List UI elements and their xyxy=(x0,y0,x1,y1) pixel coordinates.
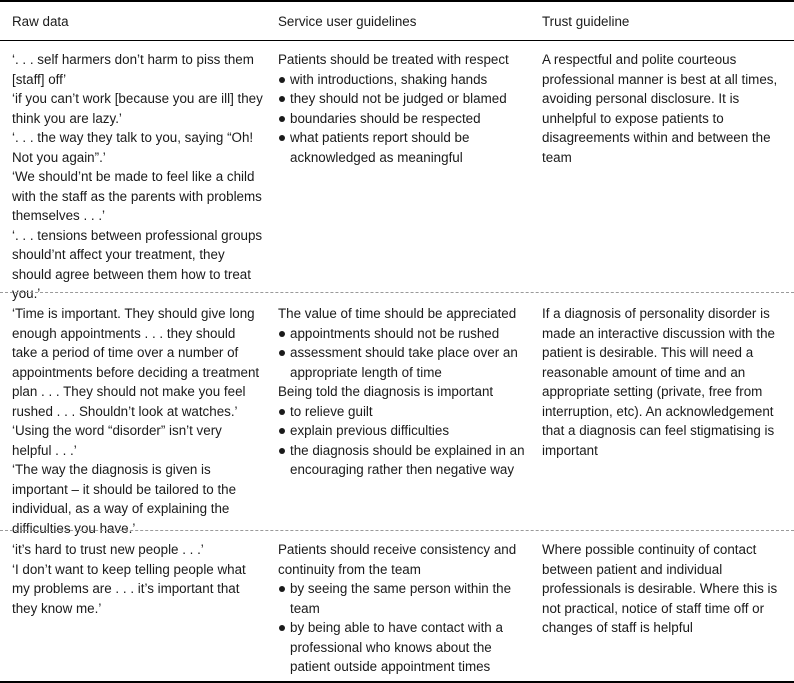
list-item: explain previous difficulties xyxy=(278,421,530,441)
header-trust-guideline: Trust guideline xyxy=(542,14,630,29)
row3-raw-data xyxy=(12,540,264,618)
list-item: appointments should not be rushed xyxy=(278,324,530,344)
list-item: the diagnosis should be explained in an encouraging rather then negative way xyxy=(278,441,530,480)
quote: ‘. . . the way they talk to you, saying “Oh! Not you again”.’ xyxy=(12,130,254,165)
list-item: by seeing the same person within the team xyxy=(278,579,530,618)
row2-raw-data xyxy=(12,304,264,538)
list-item: what patients report should be acknowledged as meaningful xyxy=(278,128,530,167)
trust-text: Where possible continuity of contact between patient and individual professionals is desirable. Where this is not practical, notice of staff time off or changes of staff is helpful xyxy=(542,542,778,635)
guideline-heading: Patients should receive consistency and continuity from the team xyxy=(278,542,517,577)
row-separator xyxy=(0,530,794,531)
guideline-list xyxy=(278,579,530,677)
guideline-list xyxy=(278,324,530,383)
guideline-list xyxy=(278,402,530,480)
row1-service-guidelines xyxy=(278,50,530,167)
quote: ‘. . . tensions between professional groups should’nt affect your treatment, they should agree between them how to treat you.’ xyxy=(12,227,263,301)
row-separator xyxy=(0,292,794,293)
row2-trust-guideline xyxy=(542,304,782,460)
guideline-heading: Being told the diagnosis is important xyxy=(278,384,494,399)
quote: ‘Using the word “disorder” isn’t very helpful . . .’ xyxy=(12,423,222,458)
trust-text: If a diagnosis of personality disorder is made an interactive discussion with the patient is desirable. This will need a reasonable amount of time and an appropriate setting (private, free from interruption, etc). An acknowledgement that a diagnosis can feel stigmatising is important xyxy=(542,306,775,458)
row3-service-guidelines xyxy=(278,540,530,677)
quote: ‘We should’nt be made to feel like a child with the staff as the parents with problems themselves . . .’ xyxy=(12,169,262,223)
list-item: assessment should take place over an appropriate length of time xyxy=(278,343,530,382)
header-service-user-guidelines: Service user guidelines xyxy=(278,14,417,29)
trust-text: A respectful and polite courteous professional manner is best at all times, avoiding personal disclosure. It is unhelpful to expose patients to disagreements within and between the team xyxy=(542,52,778,165)
header-raw-data: Raw data xyxy=(12,14,69,29)
row1-raw-data xyxy=(12,50,264,304)
guideline-list xyxy=(278,70,530,168)
quote: ‘. . . self harmers don’t harm to piss them [staff] off’ xyxy=(12,52,254,87)
row2-service-guidelines xyxy=(278,304,530,480)
quote: ‘Time is important. They should give long enough appointments . . . they should take a period of time over a number of appointments before deciding a treatment plan . . . They should not make you feel rushed . . . Shouldn’t look at watches.’ xyxy=(12,306,260,419)
list-item: boundaries should be respected xyxy=(278,109,530,129)
list-item: to relieve guilt xyxy=(278,402,530,422)
quote: ‘I don’t want to keep telling people what my problems are . . . it’s important that they know me.’ xyxy=(12,561,246,616)
guideline-heading: Patients should be treated with respect xyxy=(278,52,509,67)
quote: ‘it’s hard to trust new people . . .’ xyxy=(12,542,204,557)
guideline-heading: The value of time should be appreciated xyxy=(278,306,517,321)
row3-trust-guideline xyxy=(542,540,782,638)
quote: ‘The way the diagnosis is given is important – it should be tailored to the individual, as a way of explaining the difficulties you have.’ xyxy=(12,462,237,536)
list-item: by being able to have contact with a professional who knows about the patient outside appointment times xyxy=(278,618,530,677)
list-item: with introductions, shaking hands xyxy=(278,70,530,90)
header-rule xyxy=(0,40,794,41)
row1-trust-guideline xyxy=(542,50,782,167)
list-item: they should not be judged or blamed xyxy=(278,89,530,109)
quote: ‘if you can’t work [because you are ill] they think you are lazy.’ xyxy=(12,91,263,126)
table-top-rule xyxy=(0,0,794,2)
